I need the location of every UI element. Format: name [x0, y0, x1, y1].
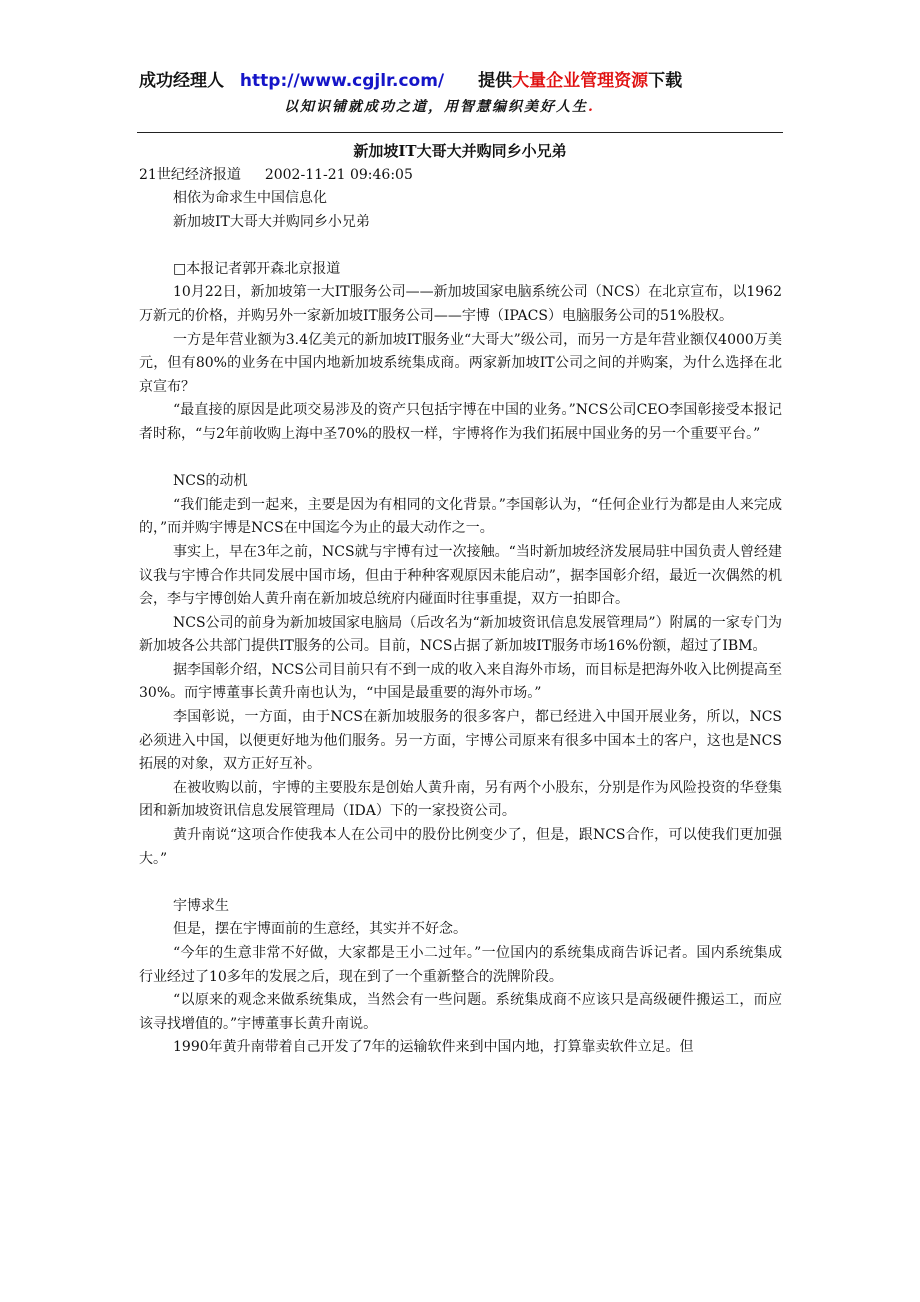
site-header	[139, 66, 682, 91]
paragraph: NCS的动机	[173, 473, 248, 490]
paragraph: 一方是年营业额为3.4亿美元的新加坡IT服务业“大哥大”级公司，而另一方是年营业额仅4000万美元，但有80%的业务在中国内地新加坡系统集成商。两家新加坡IT公司之间的并购案，为什么选择在北京宣布？	[139, 331, 782, 395]
article-meta	[139, 164, 413, 184]
blank-line	[139, 447, 782, 471]
paragraph: NCS公司的前身为新加坡国家电脑局（后改名为“新加坡资讯信息发展管理局”）附属的一家专门为新加坡各公共部门提供IT服务的公司。目前，NCS占据了新加坡IT服务市场16%份额，超过了IBM。	[139, 614, 782, 655]
article-title: 新加坡IT大哥大并购同乡小兄弟	[353, 142, 567, 160]
site-url-link[interactable]: http://www.cgjlr.com/	[239, 71, 445, 91]
paragraph: 在被收购以前，宇博的主要股东是创始人黄升南，另有两个小股东，分别是作为风险投资的华登集团和新加坡资讯信息发展管理局（IDA）下的一家投资公司。	[139, 779, 782, 820]
offer-highlight: 大量企业管理资源	[512, 71, 649, 91]
brand-name: 成功经理人	[139, 71, 224, 91]
paragraph: “以原来的观念来做系统集成，当然会有一些问题。系统集成商不应该只是高级硬件搬运工，而应该寻找增值的。”宇博董事长黄升南说。	[139, 992, 782, 1032]
blank-line	[139, 871, 782, 895]
paragraph: □本报记者郭开森北京报道	[173, 260, 341, 277]
paragraph: 相依为命求生中国信息化	[173, 190, 327, 206]
header-divider	[137, 132, 783, 133]
paragraph: 但是，摆在宇博面前的生意经，其实并不好念。	[173, 921, 467, 938]
paragraph: 10月22日，新加坡第一大IT服务公司——新加坡国家电脑系统公司（NCS）在北京宣布，以1962万新元的价格，并购另外一家新加坡IT服务公司——宇博（IPACS）电脑服务公司的51%股权。	[139, 284, 782, 324]
paragraph: 事实上，早在3年之前，NCS就与宇博有过一次接触。“当时新加坡经济发展局驻中国负责人曾经建议我与宇博合作共同发展中国市场，但由于种种客观原因未能启动”，据李国彰介绍，最近一次偶然的机会，李与宇博创始人黄升南在新加坡总统府内碰面时往事重提，双方一拍即合。	[139, 543, 782, 608]
paragraph: “最直接的原因是此项交易涉及的资产只包括宇博在中国的业务。”NCS公司CEO李国彰接受本报记者时称，“与2年前收购上海中圣70%的股权一样，宇博将作为我们拓展中国业务的另一个重要平台。”	[139, 402, 782, 442]
paragraph: 1990年黄升南带着自己开发了7年的运输软件来到中国内地，打算靠卖软件立足。但	[173, 1039, 694, 1056]
slogan-end-dot: .	[588, 99, 595, 115]
slogan-text: 以知识铺就成功之道，用智慧编织美好人生	[284, 99, 588, 115]
paragraph: “我们能走到一起来，主要是因为有相同的文化背景。”李国彰认为，“任何企业行为都是由人来完成的，”而并购宇博是NCS在中国迄今为止的最大动作之一。	[139, 496, 782, 537]
article-source: 21世纪经济报道	[139, 167, 241, 183]
paragraph: 宇博求生	[173, 897, 229, 914]
paragraph: “今年的生意非常不好做，大家都是王小二过年。”一位国内的系统集成商告诉记者。国内系统集成行业经过了10多年的发展之后，现在到了一个重新整合的洗牌阶段。	[139, 945, 782, 985]
paragraph: 新加坡IT大哥大并购同乡小兄弟	[173, 213, 370, 230]
site-slogan	[284, 96, 664, 116]
offer-suffix: 下载	[648, 71, 683, 91]
offer-text	[478, 71, 682, 91]
article-body	[139, 187, 782, 1060]
offer-prefix: 提供	[478, 71, 513, 91]
blank-line	[139, 234, 782, 258]
paragraph: 李国彰说，一方面，由于NCS在新加坡服务的很多客户，都已经进入中国开展业务，所以，NCS必须进入中国，以便更好地为他们服务。另一方面，宇博公司原来有很多中国本土的客户，这也是NCS拓展的对象，双方正好互补。	[139, 709, 782, 773]
paragraph: 黄升南说“这项合作使我本人在公司中的股份比例变少了，但是，跟NCS合作，可以使我们更加强大。”	[139, 827, 782, 867]
article-datetime: 2002-11-21 09:46:05	[264, 167, 413, 183]
paragraph: 据李国彰介绍，NCS公司目前只有不到一成的收入来自海外市场，而目标是把海外收入比例提高至30%。而宇博董事长黄升南也认为，“中国是最重要的海外市场。”	[139, 661, 782, 702]
